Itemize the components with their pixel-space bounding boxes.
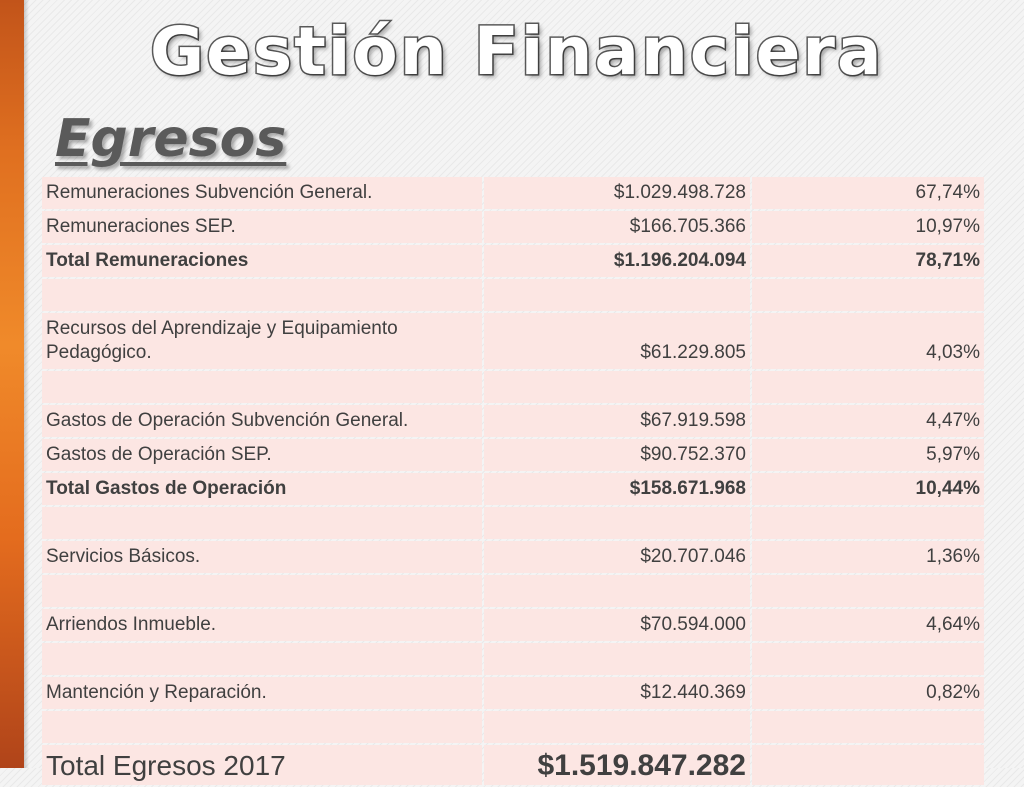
- table-row: [42, 609, 984, 641]
- percent-cell: 67,74%: [752, 177, 984, 209]
- concept-cell: Total Gastos de Operación: [42, 473, 482, 505]
- concept-cell: Gastos de Operación SEP.: [42, 439, 482, 471]
- concept-cell: Mantención y Reparación.: [42, 677, 482, 709]
- concept-cell: Remuneraciones SEP.: [42, 211, 482, 243]
- percent-cell: 4,47%: [752, 405, 984, 437]
- empty-cell: [42, 279, 482, 311]
- empty-cell: [484, 371, 750, 403]
- empty-cell: [752, 745, 984, 785]
- table-row: [42, 439, 984, 471]
- subtotal-row: [42, 473, 984, 505]
- percent-cell: 0,82%: [752, 677, 984, 709]
- concept-cell: Remuneraciones Subvención General.: [42, 177, 482, 209]
- spacer-row: [42, 507, 984, 539]
- spacer-row: [42, 279, 984, 311]
- empty-cell: [752, 279, 984, 311]
- percent-cell: 1,36%: [752, 541, 984, 573]
- empty-cell: [42, 711, 482, 743]
- grand-total-amount: $1.519.847.282: [484, 745, 750, 785]
- spacer-row: [42, 575, 984, 607]
- percent-cell: 78,71%: [752, 245, 984, 277]
- empty-cell: [484, 575, 750, 607]
- grand-total-row: [42, 745, 984, 785]
- percent-cell: 5,97%: [752, 439, 984, 471]
- spacer-row: [42, 711, 984, 743]
- table-row: [42, 405, 984, 437]
- empty-cell: [42, 371, 482, 403]
- slide-title: Gestión Financiera: [150, 13, 884, 90]
- amount-cell: $61.229.805: [484, 313, 750, 369]
- table-row: [42, 177, 984, 209]
- concept-cell: Total Remuneraciones: [42, 245, 482, 277]
- empty-cell: [752, 507, 984, 539]
- amount-cell: $158.671.968: [484, 473, 750, 505]
- empty-cell: [42, 575, 482, 607]
- spacer-row: [42, 371, 984, 403]
- empty-cell: [484, 711, 750, 743]
- amount-cell: $70.594.000: [484, 609, 750, 641]
- empty-cell: [752, 575, 984, 607]
- amount-cell: $20.707.046: [484, 541, 750, 573]
- amount-cell: $12.440.369: [484, 677, 750, 709]
- spacer-row: [42, 643, 984, 675]
- section-heading: Egresos: [55, 109, 287, 169]
- empty-cell: [752, 643, 984, 675]
- empty-cell: [484, 507, 750, 539]
- concept-cell: Servicios Básicos.: [42, 541, 482, 573]
- table-row: [42, 313, 984, 369]
- table-row: [42, 211, 984, 243]
- percent-cell: 10,44%: [752, 473, 984, 505]
- amount-cell: $90.752.370: [484, 439, 750, 471]
- empty-cell: [484, 643, 750, 675]
- empty-cell: [42, 643, 482, 675]
- amount-cell: $1.196.204.094: [484, 245, 750, 277]
- expenses-table: [40, 175, 986, 787]
- percent-cell: 4,03%: [752, 313, 984, 369]
- amount-cell: $166.705.366: [484, 211, 750, 243]
- amount-cell: $1.029.498.728: [484, 177, 750, 209]
- concept-cell: Gastos de Operación Subvención General.: [42, 405, 482, 437]
- grand-total-label: Total Egresos 2017: [42, 745, 482, 785]
- side-accent-bar: [0, 0, 24, 768]
- table-row: [42, 541, 984, 573]
- concept-cell: Recursos del Aprendizaje y Equipamiento Pedagógico.: [42, 313, 482, 369]
- percent-cell: 4,64%: [752, 609, 984, 641]
- subtotal-row: [42, 245, 984, 277]
- empty-cell: [484, 279, 750, 311]
- empty-cell: [42, 507, 482, 539]
- empty-cell: [752, 371, 984, 403]
- percent-cell: 10,97%: [752, 211, 984, 243]
- table-row: [42, 677, 984, 709]
- empty-cell: [752, 711, 984, 743]
- concept-cell: Arriendos Inmueble.: [42, 609, 482, 641]
- amount-cell: $67.919.598: [484, 405, 750, 437]
